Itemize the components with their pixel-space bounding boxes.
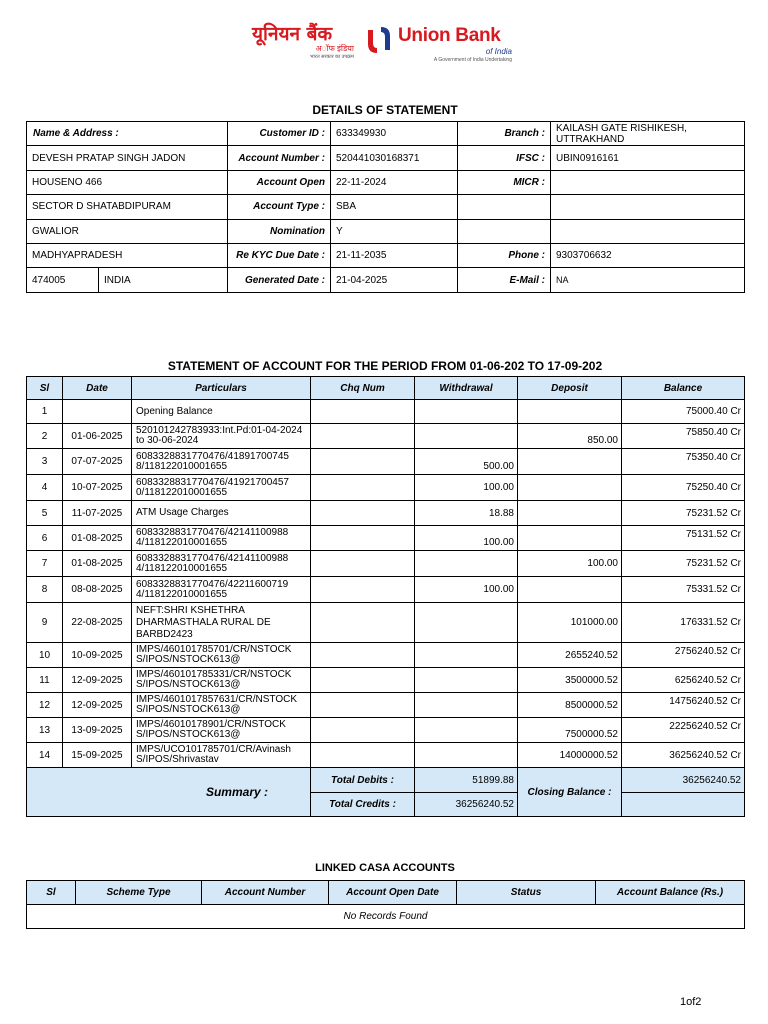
total-credits-label: Total Credits : [311, 793, 415, 817]
col-header-withdrawal: Withdrawal [415, 377, 518, 400]
linked-accounts-table [26, 880, 745, 929]
row-particulars: IMPS/4601017857631/CR/NSTOCK S/IPOS/NSTOCK613@ [132, 693, 311, 718]
bank-name-english-block [398, 25, 522, 64]
row-deposit: 8500000.52 [518, 693, 622, 718]
row-chq [311, 603, 415, 643]
details-row [27, 170, 745, 194]
row-withdrawal [415, 551, 518, 577]
linked-col-open-date: Account Open Date [329, 881, 457, 905]
closing-balance-value: 36256240.52 [622, 768, 745, 793]
address-city: GWALIOR [27, 219, 228, 243]
email-value: NA [551, 268, 745, 292]
account-open-value: 22-11-2024 [331, 170, 458, 194]
linked-col-status: Status [457, 881, 596, 905]
col-header-deposit: Deposit [518, 377, 622, 400]
row-withdrawal [415, 743, 518, 768]
row-balance: 75131.52 Cr [622, 526, 745, 551]
row-particulars: NEFT:SHRI KSHETHRA DHARMASTHALA RURAL DE BARBD2423 [132, 603, 311, 643]
ifsc-value: UBIN0916161 [551, 146, 745, 170]
row-withdrawal [415, 603, 518, 643]
row-deposit: 101000.00 [518, 603, 622, 643]
details-table [26, 121, 745, 293]
table-row [27, 577, 745, 603]
row-sl: 4 [27, 475, 63, 501]
micr-label: MICR : [458, 170, 551, 194]
closing-balance-label: Closing Balance : [518, 768, 622, 817]
statement-table [26, 376, 745, 817]
account-open-label: Account Open [228, 170, 331, 194]
row-date: 22-08-2025 [63, 603, 132, 643]
row-deposit: 100.00 [518, 551, 622, 577]
row-chq [311, 526, 415, 551]
row-balance: 75850.40 Cr [622, 424, 745, 449]
row-sl: 7 [27, 551, 63, 577]
details-row [27, 219, 745, 243]
row-deposit: 14000000.52 [518, 743, 622, 768]
row-withdrawal [415, 643, 518, 668]
row-date: 13-09-2025 [63, 718, 132, 743]
row-sl: 8 [27, 577, 63, 603]
row-particulars: 6083328831770476/41921700457 0/118122010001655 [132, 475, 311, 501]
row-deposit [518, 501, 622, 526]
row-withdrawal [415, 668, 518, 693]
page-number: 1of2 [680, 996, 702, 1008]
address-state: MADHYAPRADESH [27, 243, 228, 267]
row-withdrawal [415, 400, 518, 424]
statement-title: STATEMENT OF ACCOUNT FOR THE PERIOD FROM 01-06-202 TO 17-09-202 [167, 359, 603, 373]
row-particulars: 520101242783933:Int.Pd:01-04-2024 to 30-06-2024 [132, 424, 311, 449]
customer-name: DEVESH PRATAP SINGH JADON [27, 146, 228, 170]
row-particulars: 6083328831770476/41891700745 8/118122010001655 [132, 449, 311, 475]
row-sl: 11 [27, 668, 63, 693]
row-chq [311, 400, 415, 424]
statement-header-row [27, 377, 745, 400]
row-balance: 75231.52 Cr [622, 501, 745, 526]
row-date [63, 400, 132, 424]
row-chq [311, 693, 415, 718]
row-sl: 14 [27, 743, 63, 768]
row-particulars: 6083328831770476/42141100988 4/118122010001655 [132, 551, 311, 577]
row-particulars: 6083328831770476/42211600719 4/118122010001655 [132, 577, 311, 603]
bank-tagline-english: A Government of India Undertaking [433, 57, 512, 63]
details-row [27, 122, 745, 146]
row-particulars: IMPS/UCO101785701/CR/Avinash S/IPOS/Shrivastav [132, 743, 311, 768]
bank-name-hindi-block [252, 24, 362, 61]
summary-label: Summary : [27, 768, 311, 817]
row-deposit: 7500000.52 [518, 718, 622, 743]
row-particulars: IMPS/460101785331/CR/NSTOCK S/IPOS/NSTOCK613@ [132, 668, 311, 693]
table-row [27, 551, 745, 577]
details-row [27, 243, 745, 267]
closing-balance-blank [622, 793, 745, 817]
ifsc-label: IFSC : [458, 146, 551, 170]
row-chq [311, 643, 415, 668]
row-particulars: ATM Usage Charges [132, 501, 311, 526]
col-header-balance: Balance [622, 377, 745, 400]
address-line1: HOUSENO 466 [27, 170, 228, 194]
row-chq [311, 551, 415, 577]
phone-label: Phone : [458, 243, 551, 267]
address-pincode: 474005 [27, 268, 99, 292]
email-label: E-Mail : [458, 268, 551, 292]
row-date: 12-09-2025 [63, 668, 132, 693]
customer-id-label: Customer ID : [228, 122, 331, 146]
branch-value: KAILASH GATE RISHIKESH, UTTRAKHAND [551, 122, 745, 146]
col-header-particulars: Particulars [132, 377, 311, 400]
row-deposit [518, 449, 622, 475]
row-date: 08-08-2025 [63, 577, 132, 603]
table-row [27, 449, 745, 475]
row-sl: 3 [27, 449, 63, 475]
linked-col-account-number: Account Number [202, 881, 329, 905]
account-type-label: Account Type : [228, 195, 331, 219]
row-chq [311, 449, 415, 475]
row-deposit [518, 526, 622, 551]
row-balance: 6256240.52 Cr [622, 668, 745, 693]
details-row [27, 146, 745, 170]
row-date: 07-07-2025 [63, 449, 132, 475]
row-particulars: 6083328831770476/42141100988 4/118122010001655 [132, 526, 311, 551]
table-row [27, 743, 745, 768]
table-row [27, 475, 745, 501]
row-sl: 6 [27, 526, 63, 551]
row-balance: 75331.52 Cr [622, 577, 745, 603]
row-balance: 36256240.52 Cr [622, 743, 745, 768]
account-number-value: 520441030168371 [331, 146, 458, 170]
col-header-date: Date [63, 377, 132, 400]
row-chq [311, 743, 415, 768]
bank-sub-hindi: अॉफ इंडिया [315, 44, 354, 53]
row-balance: 75350.40 Cr [622, 449, 745, 475]
nomination-label: Nomination [228, 219, 331, 243]
customer-id-value: 633349930 [331, 122, 458, 146]
row-particulars: IMPS/46010178901/CR/NSTOCK S/IPOS/NSTOCK613@ [132, 718, 311, 743]
total-credits-value: 36256240.52 [415, 793, 518, 817]
rekyc-value: 21-11-2035 [331, 243, 458, 267]
row-withdrawal: 100.00 [415, 475, 518, 501]
details-row [27, 268, 745, 292]
row-date: 01-06-2025 [63, 424, 132, 449]
row-sl: 13 [27, 718, 63, 743]
row-deposit [518, 577, 622, 603]
row-withdrawal: 100.00 [415, 577, 518, 603]
row-deposit: 3500000.52 [518, 668, 622, 693]
table-row [27, 424, 745, 449]
row-particulars: IMPS/460101785701/CR/NSTOCK S/IPOS/NSTOCK613@ [132, 643, 311, 668]
row-balance: 75250.40 Cr [622, 475, 745, 501]
table-row [27, 668, 745, 693]
row-sl: 12 [27, 693, 63, 718]
table-row [27, 718, 745, 743]
statement-body [27, 400, 745, 817]
row-balance: 22256240.52 Cr [622, 718, 745, 743]
row-withdrawal: 18.88 [415, 501, 518, 526]
linked-col-balance: Account Balance (Rs.) [596, 881, 745, 905]
row-withdrawal: 500.00 [415, 449, 518, 475]
linked-header-row [27, 881, 745, 905]
branch-label: Branch : [458, 122, 551, 146]
rekyc-label: Re KYC Due Date : [228, 243, 331, 267]
bank-name-hindi: यूनियन बैंक [252, 23, 333, 45]
empty-label-cell [458, 195, 551, 219]
table-row [27, 501, 745, 526]
bank-sub-english: of India [485, 47, 512, 56]
row-date: 12-09-2025 [63, 693, 132, 718]
details-title: DETAILS OF STATEMENT [312, 103, 458, 117]
generated-date-label: Generated Date : [228, 268, 331, 292]
row-particulars: Opening Balance [132, 400, 311, 424]
col-header-chq-num: Chq Num [311, 377, 415, 400]
row-withdrawal [415, 424, 518, 449]
table-row [27, 400, 745, 424]
row-chq [311, 668, 415, 693]
micr-value [551, 170, 745, 194]
phone-value: 9303706632 [551, 243, 745, 267]
bank-logo [252, 22, 522, 66]
row-withdrawal: 100.00 [415, 526, 518, 551]
no-records-message: No Records Found [27, 905, 745, 929]
linked-col-sl: Sl [27, 881, 76, 905]
table-row [27, 693, 745, 718]
name-address-label: Name & Address : [27, 122, 228, 146]
row-date: 01-08-2025 [63, 551, 132, 577]
total-debits-label: Total Debits : [311, 768, 415, 793]
row-chq [311, 577, 415, 603]
row-balance: 14756240.52 Cr [622, 693, 745, 718]
generated-date-value: 21-04-2025 [331, 268, 458, 292]
account-number-label: Account Number : [228, 146, 331, 170]
empty-value-cell [551, 219, 745, 243]
row-chq [311, 424, 415, 449]
address-country: INDIA [99, 268, 228, 292]
row-chq [311, 475, 415, 501]
row-deposit [518, 400, 622, 424]
account-type-value: SBA [331, 195, 458, 219]
row-deposit: 850.00 [518, 424, 622, 449]
linked-col-scheme-type: Scheme Type [76, 881, 202, 905]
row-balance: 2756240.52 Cr [622, 643, 745, 668]
row-date: 15-09-2025 [63, 743, 132, 768]
table-row [27, 643, 745, 668]
linked-empty-row [27, 905, 745, 929]
row-date: 10-07-2025 [63, 475, 132, 501]
nomination-value: Y [331, 219, 458, 243]
row-chq [311, 718, 415, 743]
linked-title: LINKED CASA ACCOUNTS [315, 862, 455, 874]
row-withdrawal [415, 718, 518, 743]
empty-value-cell [551, 195, 745, 219]
row-sl: 10 [27, 643, 63, 668]
row-balance: 176331.52 Cr [622, 603, 745, 643]
total-debits-value: 51899.88 [415, 768, 518, 793]
row-sl: 2 [27, 424, 63, 449]
address-line2: SECTOR D SHATABDIPURAM [27, 195, 228, 219]
empty-label-cell [458, 219, 551, 243]
row-balance: 75000.40 Cr [622, 400, 745, 424]
row-balance: 75231.52 Cr [622, 551, 745, 577]
summary-row-debits [27, 768, 745, 793]
table-row [27, 603, 745, 643]
bank-tagline-hindi: भारत सरकार का उपक्रम [309, 54, 354, 60]
bank-name-english: Union Bank [398, 25, 501, 46]
row-sl: 5 [27, 501, 63, 526]
row-deposit: 2655240.52 [518, 643, 622, 668]
row-date: 01-08-2025 [63, 526, 132, 551]
row-deposit [518, 475, 622, 501]
col-header-sl: Sl [27, 377, 63, 400]
row-withdrawal [415, 693, 518, 718]
details-row [27, 195, 745, 219]
row-chq [311, 501, 415, 526]
table-row [27, 526, 745, 551]
row-sl: 1 [27, 400, 63, 424]
union-bank-emblem-icon [364, 24, 394, 56]
row-date: 10-09-2025 [63, 643, 132, 668]
row-date: 11-07-2025 [63, 501, 132, 526]
row-sl: 9 [27, 603, 63, 643]
